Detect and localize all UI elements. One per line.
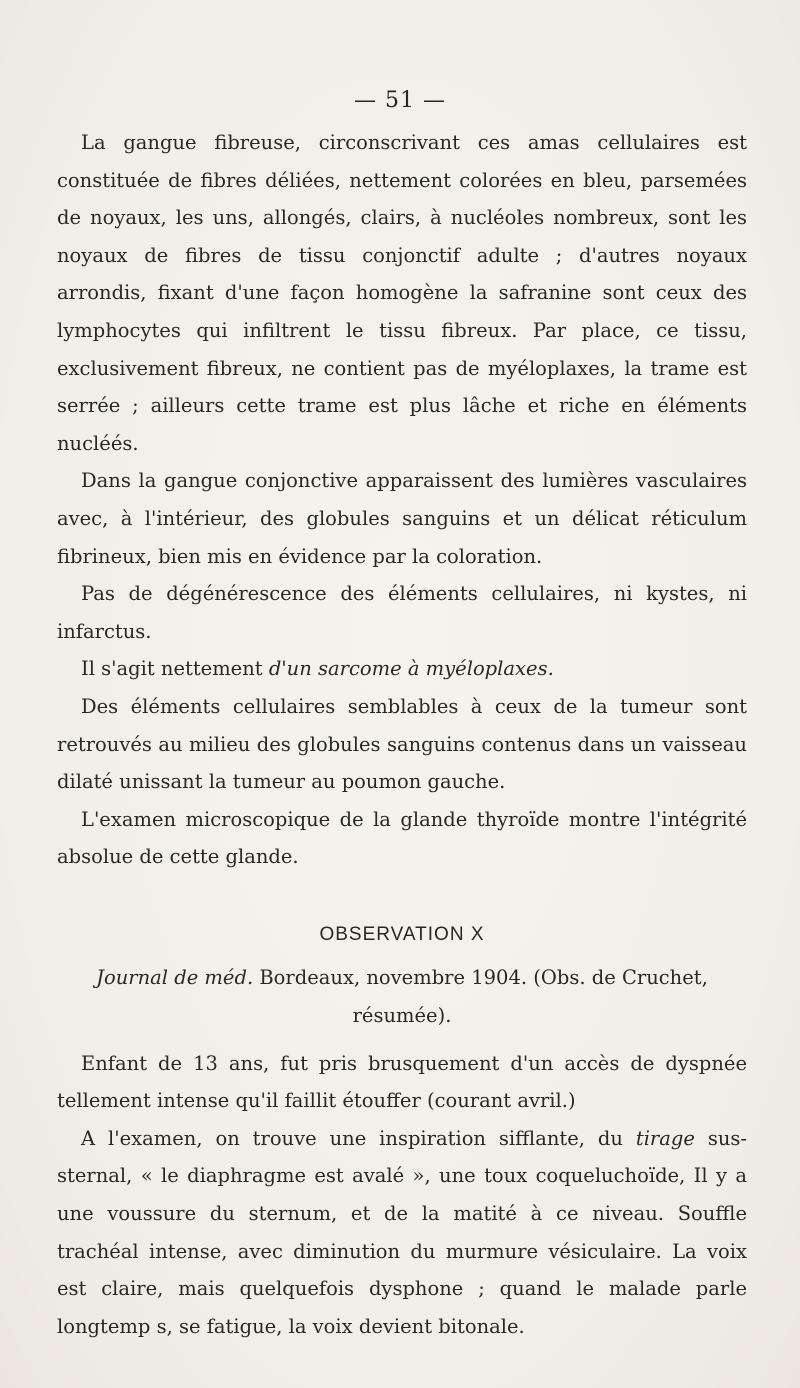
observation-heading: OBSERVATION X xyxy=(319,923,485,945)
paragraph-thyroide: L'examen microscopique de la glande thyroïde montre l'intégrité absolue de cette glande. xyxy=(57,807,747,869)
observation-source xyxy=(57,959,747,1034)
paragraph-gangue-fibreuse: La gangue fibreuse, circonscrivant ces amas cellulaires est constituée de fibres déliées, nettement colorées en bleu, parsemées de noyaux, les uns, allongés, clairs, à nucléoles nombreux, sont les noyaux de fibres de tissu conjonctif adulte ; d'autres noyaux arrondis, fixant d'une façon homogène la safranine sont ceux des lymphocytes qui infiltrent le tissu fibreux. Par place, ce tissu, exclusivement fibreux, ne contient pas de myéloplaxes, la trame est serrée ; ailleurs cette trame est plus lâche et riche en éléments nucléés. xyxy=(57,131,747,455)
diagnosis-prefix: Il s'agit nettement xyxy=(81,657,269,681)
paragraph-case-onset: Enfant de 13 ans, fut pris brusquement d'un accès de dyspnée tellement intense qu'il faillit étouffer (courant avril.) xyxy=(57,1051,747,1113)
paragraph-case-examen xyxy=(57,1120,747,1346)
diagnosis-italic: d'un sarcome à myéloplaxes. xyxy=(268,657,554,681)
page-body xyxy=(57,124,747,1345)
examen-after: sus-sternal, « le diaphragme est avalé », une toux coqueluchoïde, Il y a une voussure du sternum, et de la matité à ce niveau. Souffle trachéal intense, avec diminution du murmure vésiculaire. La voix est claire, mais quelquefois dysphone ; quand le malade parle longtemp s, se fatigue, la voix devient bitonale. xyxy=(57,1126,747,1338)
paragraph-degenerescence: Pas de dégénérescence des éléments cellulaires, ni kystes, ni infarctus. xyxy=(57,582,747,643)
paragraph-gangue-conjonctive: Dans la gangue conjonctive apparaissent des lumières vasculaires avec, à l'intérieur, des globules sanguins et un délicat réticulum fibrineux, bien mis en évidence par la coloration. xyxy=(57,469,747,568)
paragraph-elements-cellulaires: Des éléments cellulaires semblables à ceux de la tumeur sont retrouvés au milieu des globules sanguins contenus dans un vaisseau dilaté unissant la tumeur au poumon gauche. xyxy=(57,694,747,794)
paragraph-diagnosis xyxy=(57,650,747,688)
examen-tirage: tirage xyxy=(635,1126,695,1150)
page-number: — 51 — xyxy=(354,88,446,113)
source-details: Bordeaux, novembre 1904. (Obs. de Cruchet, résumée). xyxy=(253,966,708,1028)
examen-before: A l'examen, on trouve une inspiration sifflante, du xyxy=(81,1126,636,1150)
source-journal: Journal de méd. xyxy=(96,966,254,990)
